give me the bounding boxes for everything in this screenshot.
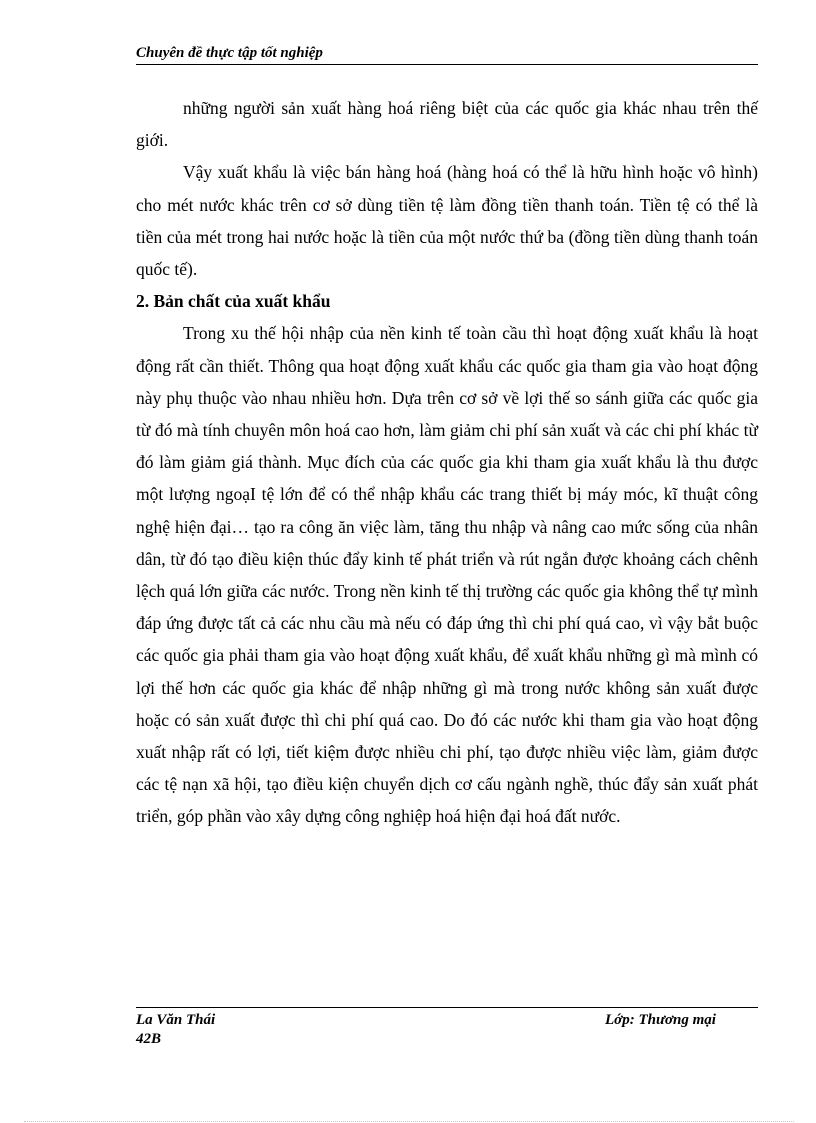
page-edge-divider xyxy=(24,1121,794,1122)
paragraph-export-nature: Trong xu thế hội nhập của nền kinh tế toàn cầu thì hoạt động xuất khẩu là hoạt động rất cần thiết. Thông qua hoạt động xuất khẩu các quốc gia tham gia vào hoạt động này phụ thuộc vào nhau nhiều hơn. Dựa trên cơ sở về lợi thế so sánh giữa các quốc gia từ đó mà tính chuyên môn hoá cao hơn, làm giảm chi phí sản xuất và các chi phí khác từ đó làm giảm giá thành. Mục đích của các quốc gia khi tham gia xuất khẩu là thu được một lượng ngoạI tệ lớn để có thể nhập khẩu các trang thiết bị máy móc, kĩ thuật công nghệ hiện đại… tạo ra công ăn việc làm, tăng thu nhập và nâng cao mức sống của nhân dân, từ đó tạo điều kiện thúc đẩy kinh tế phát triển và rút ngắn được khoảng cách chênh lệch quá lớn giữa các nước. Trong nền kinh tế thị trường các quốc gia không thể tự mình đáp ứng được tất cả các nhu cầu mà nếu có đáp ứng thì chi phí quá cao, vì vậy bắt buộc các quốc gia phải tham gia vào hoạt động xuất khẩu, để xuất khẩu những gì mà mình có lợi thế hơn các quốc gia khác để nhập những gì mà trong nước không sản xuất được hoặc có sản xuất được thì chi phí quá cao. Do đó các nước khi tham gia vào hoạt động xuất nhập rất có lợi, tiết kiệm được nhiều chi phí, tạo được nhiều việc làm, giảm được các tệ nạn xã hội, tạo điều kiện chuyển dịch cơ cấu ngành nghề, thúc đẩy sản xuất phát triển, góp phần vào xây dựng công nghiệp hoá hiện đại hoá đất nước. xyxy=(136,323,758,827)
paragraph-intro-continuation: những người sản xuất hàng hoá riêng biệt của các quốc gia khác nhau trên thế giới. xyxy=(136,98,758,151)
header-title: Chuyên đề thực tập tốt nghiệp xyxy=(136,45,323,61)
footer-author-class: 42B xyxy=(136,1031,162,1047)
footer-divider xyxy=(136,1007,758,1008)
footer-class: Lớp: Thương mại xyxy=(605,1012,716,1028)
page-header xyxy=(136,45,758,65)
footer-author: La Văn Thái xyxy=(136,1012,216,1028)
section-heading: 2. Bản chất của xuất khẩu xyxy=(136,291,331,312)
document-body xyxy=(136,92,758,833)
paragraph-export-definition: Vậy xuất khẩu là việc bán hàng hoá (hàng hoá có thể là hữu hình hoặc vô hình) cho mét nước khác trên cơ sở dùng tiền tệ làm đồng tiền thanh toán. Tiền tệ có thể là tiền của mét trong hai nước hoặc là tiền của một nước thứ ba (đồng tiền dùng thanh toán quốc tế). xyxy=(136,162,758,280)
